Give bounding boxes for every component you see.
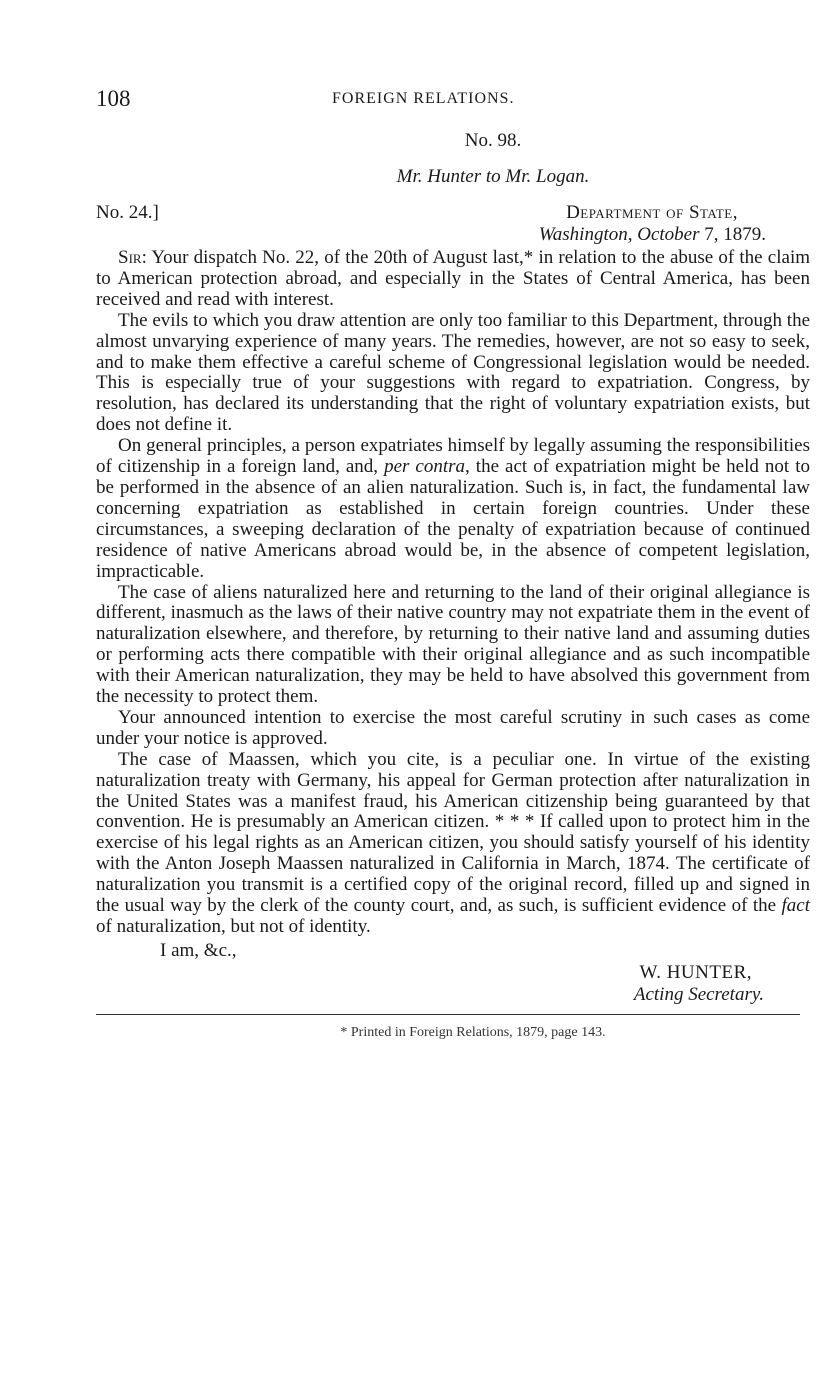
paragraph-5: Your announced intention to exercise the most careful scrutiny in such cases as come under your notice is approved. — [96, 706, 810, 749]
paragraph-text: , the act of expatriation might be held not to be performed in the absence of an alien naturalization. Such is, in fact, the fundamental law concerning expatriation as established in certain foreign countries. Under these circumstances, a sweeping declaration of the penalty of expatriation because of continued residence of native Americans abroad would be, in the absence of competent legislation, impracticable. — [96, 456, 811, 582]
paragraph-3 — [96, 436, 810, 582]
paragraph-text: On general principles, a person expatriates himself by legally assuming the responsibilities of citizenship in a foreign land, and, — [96, 435, 810, 478]
paragraph-text: of naturalization, but not of identity. — [96, 916, 371, 937]
paragraph-text: : Your dispatch No. 22, of the 20th of August last,* in relation to the abuse of the claim to American protection abroad, and especially in the States of Central America, has been received and read with interest. — [96, 247, 810, 310]
running-head: FOREIGN RELATIONS. — [332, 90, 515, 107]
document-number: No. 98. — [464, 130, 522, 151]
page-header — [96, 82, 810, 118]
paragraph-text: The case of Maassen, which you cite, is a peculiar one. In virtue of the existing naturalization treaty with Germany, his appeal for German protection after naturalization in the United States was a manifest fraud, his American citizenship being guaranteed by that convention. He is presumably an American citizen. * * * If called upon to protect him in the exercise of his legal rights as an American citizen, you should satisfy yourself of his identity with the Anton Joseph Maassen naturalized in California in March, 1874. The certificate of naturalization you transmit is a certified copy of the original record, filled up and signed in the usual way by the clerk of the county court, and, as such, is sufficient evidence of the — [96, 748, 810, 917]
document-title: Mr. Hunter to Mr. Logan. — [396, 166, 590, 187]
paragraph-1 — [96, 248, 810, 311]
page-number: 108 — [96, 86, 131, 111]
department-name — [566, 202, 738, 224]
letter-heading — [96, 202, 810, 248]
paragraph-4: The case of aliens naturalized here and returning to the land of their original allegiance is different, inasmuch as the laws of their native country may not expatriate them in the event of naturalization elsewhere, and therefore, by returning to their native land and assuming duties or performing acts there compatible with their original allegiance and as such incompatible with their American naturalization, they may be held to have absolved this government from the necessity to protect them. — [96, 581, 810, 708]
day-year: 7, 1879. — [704, 224, 766, 245]
place-date — [539, 224, 766, 246]
letter-body — [96, 248, 810, 938]
salutation: Sir — [118, 247, 142, 268]
paragraph-2: The evils to which you draw attention are only too familiar to this Department, through the almost unvarying experience of many years. The remedies, however, are not so easy to seek, and to make them effective a careful scheme of Congressional legislation would be needed. This is especially true of your suggestions with regard to expatriation. Congress, by resolution, has declared its understanding that the right of voluntary expatriation exists, but does not define it. — [96, 309, 810, 436]
document-page — [96, 82, 810, 1041]
footnote-divider — [96, 1014, 800, 1015]
italic-phrase: fact — [781, 895, 810, 917]
place-month: Washington, October — [538, 224, 700, 245]
italic-phrase: per contra — [384, 456, 466, 478]
signature-title: Acting Secretary. — [633, 983, 764, 1005]
despatch-number: No. 24.] — [96, 202, 159, 223]
signature-name: W. HUNTER, — [639, 961, 752, 983]
paragraph-6 — [96, 750, 810, 938]
closing: I am, &c., — [160, 939, 237, 961]
footnote: * Printed in Foreign Relations, 1879, page 143. — [340, 1024, 606, 1040]
department-label: Department of State, — [566, 202, 738, 223]
